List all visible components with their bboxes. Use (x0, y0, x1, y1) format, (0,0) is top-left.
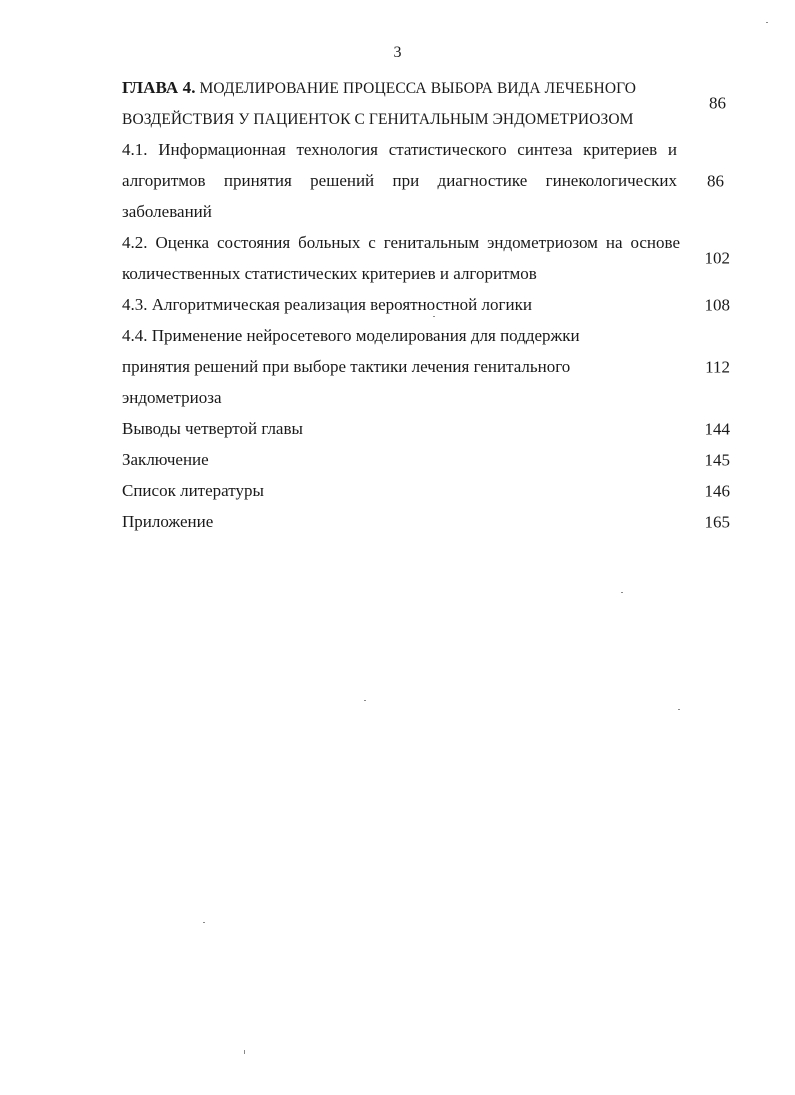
toc-chapter-label: ГЛАВА 4. (122, 78, 196, 97)
scan-speck (364, 700, 366, 701)
toc-entry-title: 4.2. Оценка состояния больных с генитальным эндометриозом на основе количественных статистических критериев и алгоритмов (122, 233, 680, 283)
scan-speck (621, 592, 623, 593)
toc-entry-title: 4.4. Применение нейросетевого моделирования для поддержки принятия решений при выборе тактики лечения генитального эндометриоза (122, 326, 580, 407)
table-of-contents (122, 72, 730, 537)
toc-entry-page: 102 (704, 248, 730, 268)
toc-entry-title: Выводы четвертой главы (122, 419, 303, 438)
toc-entry-title: 4.3. Алгоритмическая реализация вероятностной логики (122, 295, 532, 314)
toc-entry-title: Приложение (122, 512, 214, 531)
scan-speck (433, 316, 435, 317)
scan-speck (203, 922, 205, 923)
toc-entry-page: 108 (704, 295, 730, 314)
toc-entry-appendix (122, 506, 730, 537)
toc-entry-page: 112 (705, 357, 730, 376)
toc-entry-4-1 (122, 134, 730, 227)
toc-entry-title (122, 72, 667, 135)
scan-speck (678, 709, 680, 710)
toc-entry-page: 144 (704, 419, 730, 438)
toc-entry-chapter-4 (122, 72, 730, 134)
toc-entry-conclusions (122, 413, 730, 444)
toc-entry-page: 146 (704, 481, 730, 500)
toc-entry-4-3 (122, 289, 730, 320)
toc-entry-summary (122, 444, 730, 475)
toc-entry-references (122, 475, 730, 506)
toc-chapter-title: МОДЕЛИРОВАНИЕ ПРОЦЕССА ВЫБОРА ВИДА ЛЕЧЕБНОГО ВОЗДЕЙСТВИЯ У ПАЦИЕНТОК С ГЕНИТАЛЬНЫМ ЭНДОМЕТРИОЗОМ (122, 80, 637, 128)
toc-entry-title: Список литературы (122, 481, 264, 500)
toc-entry-page: 145 (704, 450, 730, 469)
scan-speck (244, 1050, 245, 1054)
toc-entry-4-2 (122, 227, 730, 289)
toc-entry-4-4 (122, 320, 730, 413)
page-number: 3 (393, 44, 402, 61)
toc-entry-page: 165 (704, 512, 730, 531)
scan-speck (766, 22, 768, 23)
toc-entry-page: 86 (709, 93, 726, 113)
toc-entry-title: 4.1. Информационная технология статистического синтеза критериев и алгоритмов принятия решений при диагностике гинекологических заболеваний (122, 140, 677, 221)
toc-entry-page: 86 (707, 171, 724, 190)
toc-entry-title: Заключение (122, 450, 209, 469)
